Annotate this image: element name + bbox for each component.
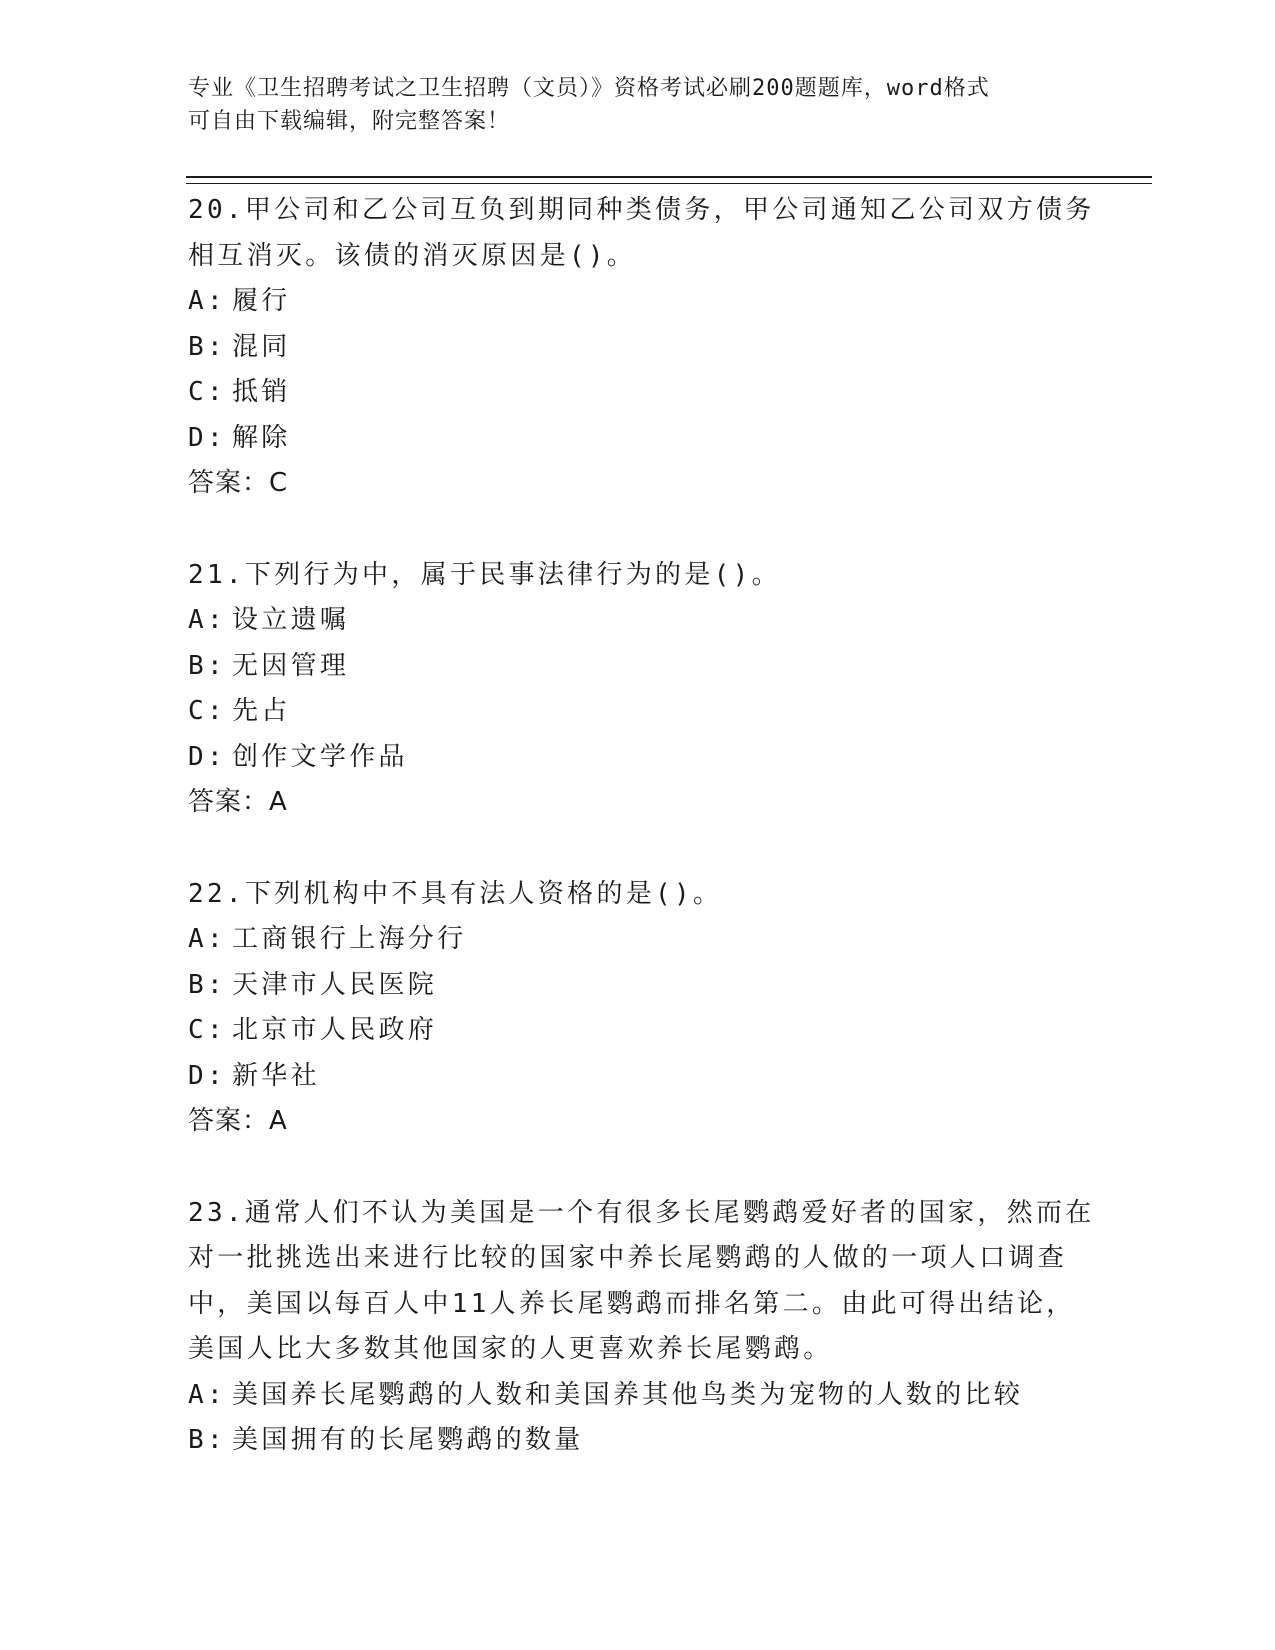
option-text: 美国拥有的长尾鹦鹉的数量 bbox=[232, 1425, 584, 1455]
option-text: 新华社 bbox=[232, 1060, 320, 1091]
question-stem-line: 21.下列行为中，属于民事法律行为的是()。 bbox=[188, 559, 781, 590]
option-text: 天津市人民医院 bbox=[232, 969, 438, 1000]
option-text: 解除 bbox=[232, 422, 291, 453]
question-stem-line: 20.甲公司和乙公司互负到期同种类债务，甲公司通知乙公司双方债务 bbox=[188, 195, 1095, 225]
option-d bbox=[188, 735, 1088, 781]
option-b bbox=[188, 325, 1088, 371]
option-d bbox=[188, 1054, 1088, 1100]
document-header bbox=[188, 72, 1068, 138]
option-c bbox=[188, 689, 1088, 735]
question-21 bbox=[188, 553, 1088, 826]
option-key: A: bbox=[188, 924, 226, 954]
option-text: 先占 bbox=[232, 696, 291, 726]
question-stem-line: 对一批挑选出来进行比较的国家中养长尾鹦鹉的人做的一项人口调查 bbox=[188, 1243, 1068, 1273]
question-stem-line: 相互消灭。该债的消灭原因是()。 bbox=[188, 240, 637, 271]
option-text: 创作文学作品 bbox=[232, 741, 408, 772]
option-key: C: bbox=[188, 377, 226, 407]
option-b bbox=[188, 1418, 1088, 1464]
option-a bbox=[188, 1373, 1088, 1419]
question-stem-line: 中，美国以每百人中11人养长尾鹦鹉而排名第二。由此可得出结论， bbox=[188, 1288, 1076, 1319]
option-a bbox=[188, 598, 1088, 644]
option-c bbox=[188, 1008, 1088, 1054]
option-key: A: bbox=[188, 605, 226, 635]
option-text: 无因管理 bbox=[232, 650, 350, 681]
option-key: D: bbox=[188, 1060, 226, 1091]
answer-line: 答案：A bbox=[188, 787, 288, 817]
option-b bbox=[188, 644, 1088, 690]
option-a bbox=[188, 279, 1088, 325]
option-a bbox=[188, 917, 1088, 963]
option-text: 设立遗嘱 bbox=[232, 605, 350, 635]
question-22 bbox=[188, 872, 1088, 1145]
question-stem-line: 22.下列机构中不具有法人资格的是()。 bbox=[188, 878, 723, 909]
option-key: B: bbox=[188, 650, 226, 681]
question-23 bbox=[188, 1191, 1095, 1464]
header-line-2: 可自由下载编辑，附完整答案！ bbox=[188, 109, 511, 134]
option-b bbox=[188, 963, 1088, 1009]
option-key: B: bbox=[188, 1425, 226, 1455]
option-key: B: bbox=[188, 969, 226, 1000]
option-key: D: bbox=[188, 741, 226, 772]
option-c bbox=[188, 370, 1088, 416]
option-key: A: bbox=[188, 1379, 226, 1410]
header-line-1: 专业《卫生招聘考试之卫生招聘（文员）》资格考试必刷200题题库，word格式 bbox=[188, 76, 990, 101]
header-rule-thin bbox=[186, 183, 1152, 184]
option-key: D: bbox=[188, 422, 226, 453]
option-d bbox=[188, 416, 1088, 462]
option-key: C: bbox=[188, 1015, 226, 1045]
option-text: 工商银行上海分行 bbox=[232, 924, 467, 954]
answer-line: 答案：C bbox=[188, 468, 289, 498]
question-stem-line: 23.通常人们不认为美国是一个有很多长尾鹦鹉爱好者的国家，然而在 bbox=[188, 1197, 1095, 1228]
question-20 bbox=[188, 188, 1095, 507]
header-rule-thick bbox=[186, 176, 1152, 178]
question-stem-line: 美国人比大多数其他国家的人更喜欢养长尾鹦鹉。 bbox=[188, 1334, 833, 1364]
option-text: 北京市人民政府 bbox=[232, 1015, 438, 1045]
option-key: A: bbox=[188, 286, 226, 316]
question-list bbox=[188, 188, 1095, 1510]
answer-line: 答案：A bbox=[188, 1106, 288, 1136]
option-text: 美国养长尾鹦鹉的人数和美国养其他鸟类为宠物的人数的比较 bbox=[232, 1379, 1024, 1410]
option-key: C: bbox=[188, 696, 226, 726]
option-text: 抵销 bbox=[232, 377, 291, 407]
option-text: 履行 bbox=[232, 286, 291, 316]
option-key: B: bbox=[188, 331, 226, 362]
option-text: 混同 bbox=[232, 331, 291, 362]
